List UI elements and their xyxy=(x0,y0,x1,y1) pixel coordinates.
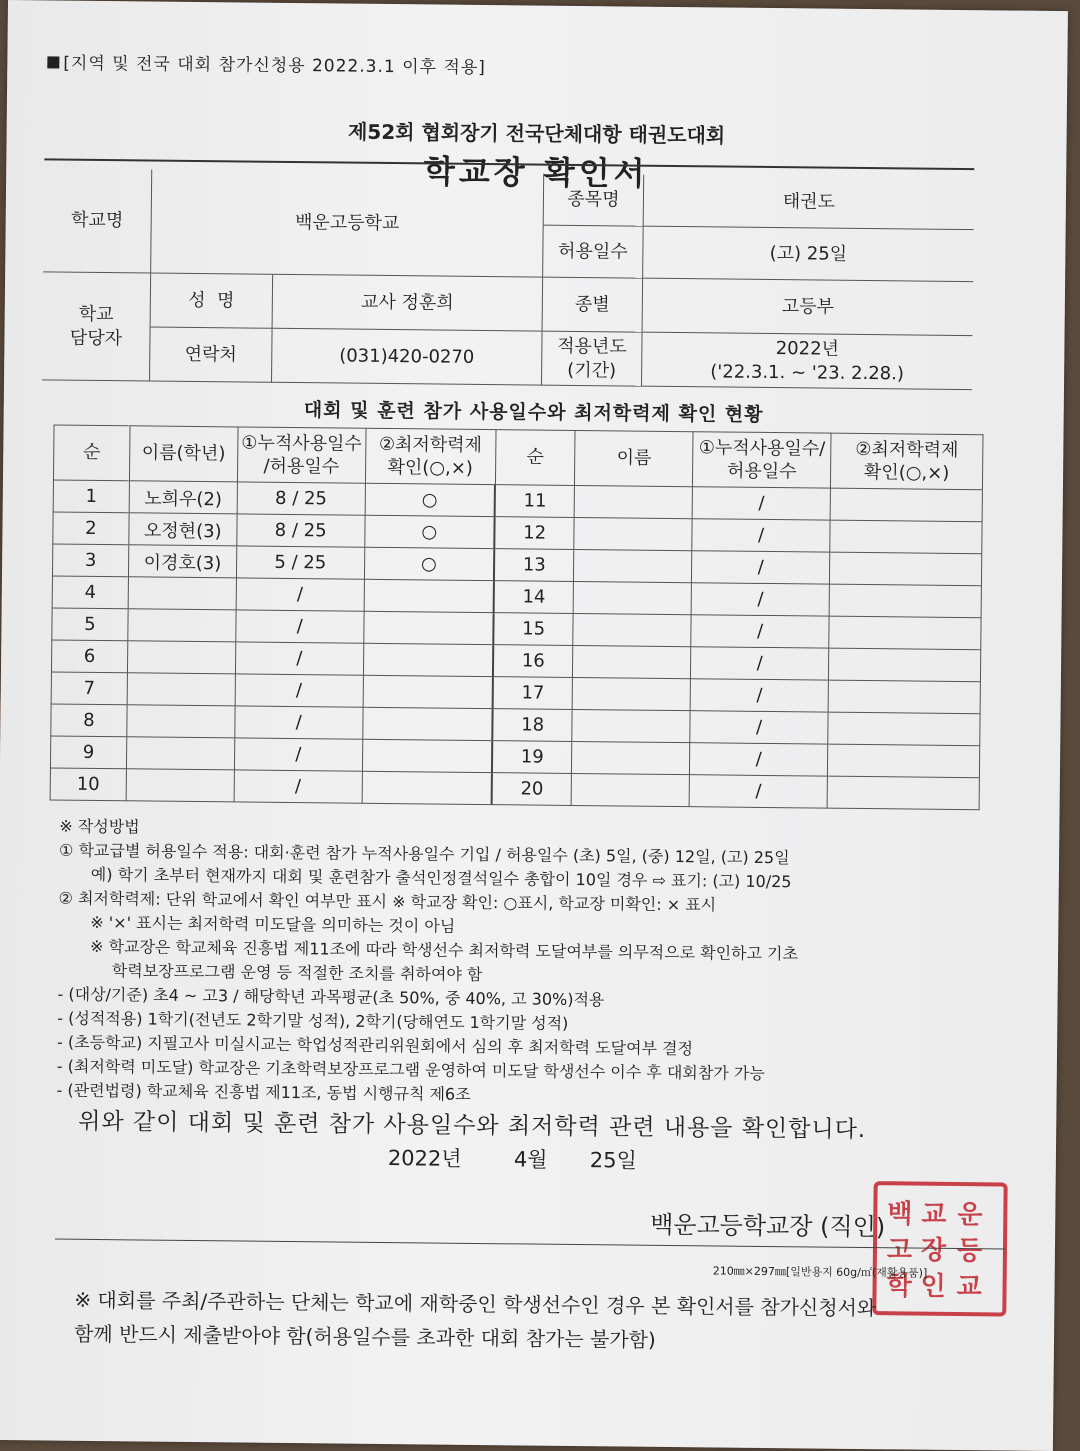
usage-table xyxy=(50,425,984,811)
table-cell-name xyxy=(127,673,235,706)
footer-note: ※ 대회를 주최/주관하는 단체는 학교에 재학중인 학생선수인 경우 본 확인서를 참가신청서와 함께 반드시 제출받아야 함(허용일수를 초과한 대회 참가는 불가함) xyxy=(73,1287,877,1352)
table-cell-name2 xyxy=(573,613,691,646)
name-label: 성 명 xyxy=(151,274,274,329)
table-cell-no: 10 xyxy=(50,768,126,801)
table-cell-check: ○ xyxy=(365,483,495,516)
division-value: 고등부 xyxy=(643,279,974,336)
col-header: 순 xyxy=(495,430,575,486)
confirmation-statement: 위와 같이 대회 및 훈련 참가 사용일수와 최저학력 관련 내용을 확인합니다. xyxy=(78,1108,867,1144)
division-label: 종별 xyxy=(543,278,644,333)
table-cell-days: / xyxy=(235,674,363,707)
table-cell-check: ○ xyxy=(364,515,494,548)
contact-label: 연락처 xyxy=(150,328,273,383)
table-cell-days2: / xyxy=(689,775,827,808)
instruction-line: - (최저학력 미도달) 학교장은 기초학력보장프로그램 운영하여 미도달 학생선수 이수 후 대회참가 가능 xyxy=(56,1056,765,1083)
table-cell-check2 xyxy=(828,680,980,714)
table-cell-no2: 19 xyxy=(492,741,572,774)
table-cell-no: 5 xyxy=(52,608,128,641)
table-cell-name2 xyxy=(573,677,691,710)
table-cell-name2 xyxy=(573,645,691,678)
event-title: 제52회 협회장기 전국단체대항 태권도대회 xyxy=(347,119,726,148)
table-cell-name xyxy=(127,705,235,738)
table-cell-check: ○ xyxy=(364,547,494,580)
table-cell-days2: / xyxy=(690,679,828,712)
instruction-line: - (대상/기준) 초4 ~ 고3 / 해당학년 과목평균(초 50%, 중 40%, 고 30%)적용 xyxy=(57,984,605,1010)
official-seal-stamp: 백 교 운 고 장 등 학 인 교 xyxy=(872,1181,1007,1316)
table-cell-no: 4 xyxy=(52,576,128,609)
table-cell-no2: 11 xyxy=(495,485,575,518)
table-cell-name xyxy=(128,577,236,610)
col-header: 이름(학년) xyxy=(129,426,237,482)
principal-signature: 백운고등학교장 (직인) xyxy=(650,1210,886,1242)
table-cell-name2 xyxy=(572,709,690,742)
table-cell-name: 오정현(3) xyxy=(129,513,237,546)
table-cell-name2 xyxy=(574,581,692,614)
date-month: 4월 xyxy=(513,1147,548,1172)
table-cell-days: 8 / 25 xyxy=(237,482,365,515)
table-cell-no2: 16 xyxy=(493,645,573,678)
sport-value: 태권도 xyxy=(644,175,975,230)
table-cell-check xyxy=(363,675,493,708)
instruction-line: ② 최저학력제: 단위 학교에서 확인 여부만 표시 ※ 학교장 확인: ○표시, 학교장 미확인: × 표시 xyxy=(58,888,717,915)
table-cell-name2 xyxy=(572,741,690,774)
table-cell-days2: / xyxy=(690,711,828,744)
table-cell-check2 xyxy=(828,712,980,746)
writing-instructions xyxy=(56,815,1009,1113)
table-cell-check xyxy=(363,611,493,644)
instruction-line: ※ '×' 표시는 최저학력 미도달을 의미하는 것이 아님 xyxy=(90,912,456,936)
table-cell-name2 xyxy=(572,773,690,806)
table-cell-name2 xyxy=(574,549,692,582)
table-cell-days2: / xyxy=(692,487,830,520)
table-cell-days: / xyxy=(234,738,362,771)
table-cell-no: 9 xyxy=(50,736,126,769)
col-header: ②최저학력제 확인(○,×) xyxy=(831,433,983,490)
instruction-line: - (성적적용) 1학기(전년도 2학기말 성적), 2학기(당해연도 1학기말 성적) xyxy=(57,1008,569,1033)
table-cell-days2: / xyxy=(690,743,828,776)
table-cell-no: 8 xyxy=(51,704,127,737)
instruction-line: - (초등학교) 지필고사 미실시교는 학업성적관리위원회에서 심의 후 최저학력 도달여부 결정 xyxy=(56,1032,694,1059)
table-cell-check xyxy=(364,579,494,612)
staff-label: 학교 담당자 xyxy=(42,272,151,381)
section-title: 대회 및 훈련 참가 사용일수와 최저학력제 확인 현황 xyxy=(303,399,764,426)
square-bullet-icon xyxy=(47,56,59,68)
col-header: ①누적사용일수 /허용일수 xyxy=(237,427,365,483)
table-cell-no2: 12 xyxy=(494,517,574,550)
date-year: 2022년 xyxy=(387,1146,462,1171)
table-cell-no: 2 xyxy=(53,512,129,545)
table-cell-name xyxy=(127,641,235,674)
table-cell-no: 3 xyxy=(52,544,128,577)
table-cell-no2: 14 xyxy=(494,581,574,614)
table-cell-days: / xyxy=(236,610,364,643)
instruction-line: ※ 작성방법 xyxy=(59,816,140,837)
table-cell-no2: 15 xyxy=(493,613,573,646)
table-cell-check2 xyxy=(828,744,980,778)
table-cell-name2 xyxy=(574,517,692,550)
table-cell-days: / xyxy=(235,642,363,675)
allowed-label: 허용일수 xyxy=(543,226,644,279)
document-title: 학교장 확인서 xyxy=(423,152,649,193)
table-cell-no2: 18 xyxy=(492,709,572,742)
table-cell-check xyxy=(362,771,492,804)
table-cell-name2 xyxy=(575,485,693,518)
table-cell-days2: / xyxy=(691,615,829,648)
table-cell-check2 xyxy=(830,552,982,586)
table-cell-check2 xyxy=(830,520,982,554)
table-cell-name xyxy=(126,737,234,770)
year-value: 2022년 ('22.3.1. ~ '23. 2.28.) xyxy=(642,333,973,390)
table-cell-check2 xyxy=(827,776,979,810)
table-cell-days: / xyxy=(236,578,364,611)
col-header: 이름 xyxy=(575,430,693,486)
contact-value: (031)420-0270 xyxy=(272,329,543,386)
table-cell-no2: 13 xyxy=(494,549,574,582)
name-value: 교사 정훈희 xyxy=(273,275,544,332)
paper-spec: 210㎜×297㎜[일반용지 60g/㎡(재활용품)] xyxy=(712,1264,928,1280)
col-header: 순 xyxy=(53,425,129,481)
col-header: ②최저학력제 확인(○,×) xyxy=(365,428,495,484)
table-cell-check xyxy=(362,707,492,740)
table-cell-days: / xyxy=(235,706,363,739)
table-cell-no2: 17 xyxy=(493,677,573,710)
school-label: 학교명 xyxy=(43,168,152,273)
table-cell-check2 xyxy=(829,584,981,618)
instruction-line: ※ 학교장은 학교체육 진흥법 제11조에 따라 학생선수 최저학력 도달여부를 의무적으로 확인하고 기초 xyxy=(89,936,799,964)
table-header-row xyxy=(53,425,983,490)
table-cell-name: 이경호(3) xyxy=(128,545,236,578)
table-cell-no: 6 xyxy=(51,640,127,673)
allowed-value: (고) 25일 xyxy=(643,227,974,282)
table-cell-name: 노희우(2) xyxy=(129,481,237,514)
table-cell-name xyxy=(126,769,234,802)
table-cell-no2: 20 xyxy=(492,773,572,806)
table-cell-days: 5 / 25 xyxy=(236,546,364,579)
table-cell-no: 1 xyxy=(53,480,129,513)
school-value: 백운고등학교 xyxy=(151,170,544,278)
table-cell-days2: / xyxy=(691,647,829,680)
table-cell-check2 xyxy=(830,488,982,522)
table-cell-no: 7 xyxy=(51,672,127,705)
usage-note: [지역 및 전국 대회 참가신청용 2022.3.1 이후 적용] xyxy=(47,48,486,78)
table-cell-days2: / xyxy=(692,551,830,584)
year-label: 적용년도 (기간) xyxy=(542,332,643,387)
instruction-line: 예) 학기 초부터 현재까지 대회 및 훈련참가 출석인정결석일수 총합이 10일 경우 ⇨ 표기: (고) 10/25 xyxy=(90,864,792,892)
info-grid xyxy=(42,168,974,390)
table-cell-days2: / xyxy=(691,583,829,616)
table-cell-check2 xyxy=(829,616,981,650)
instruction-line: 학력보장프로그램 운영 등 적절한 조치를 취하여야 함 xyxy=(111,961,483,985)
col-header: ①누적사용일수/ 허용일수 xyxy=(693,432,831,488)
table-cell-check2 xyxy=(829,648,981,682)
table-cell-name xyxy=(128,609,236,642)
instruction-line: ① 학교급별 허용일수 적용: 대회·훈련 참가 누적사용일수 기입 / 허용일수 (초) 5일, (중) 12일, (고) 25일 xyxy=(59,840,790,868)
table-cell-days: / xyxy=(234,770,362,803)
table-cell-check xyxy=(363,643,493,676)
table-cell-days2: / xyxy=(692,519,830,552)
table-cell-check xyxy=(362,739,492,772)
table-cell-days: 8 / 25 xyxy=(237,514,365,547)
instruction-line: - (관련법령) 학교체육 진흥법 제11조, 동법 시행규칙 제6조 xyxy=(56,1080,471,1104)
sport-label: 종목명 xyxy=(544,174,645,227)
date-day: 25일 xyxy=(589,1148,638,1173)
